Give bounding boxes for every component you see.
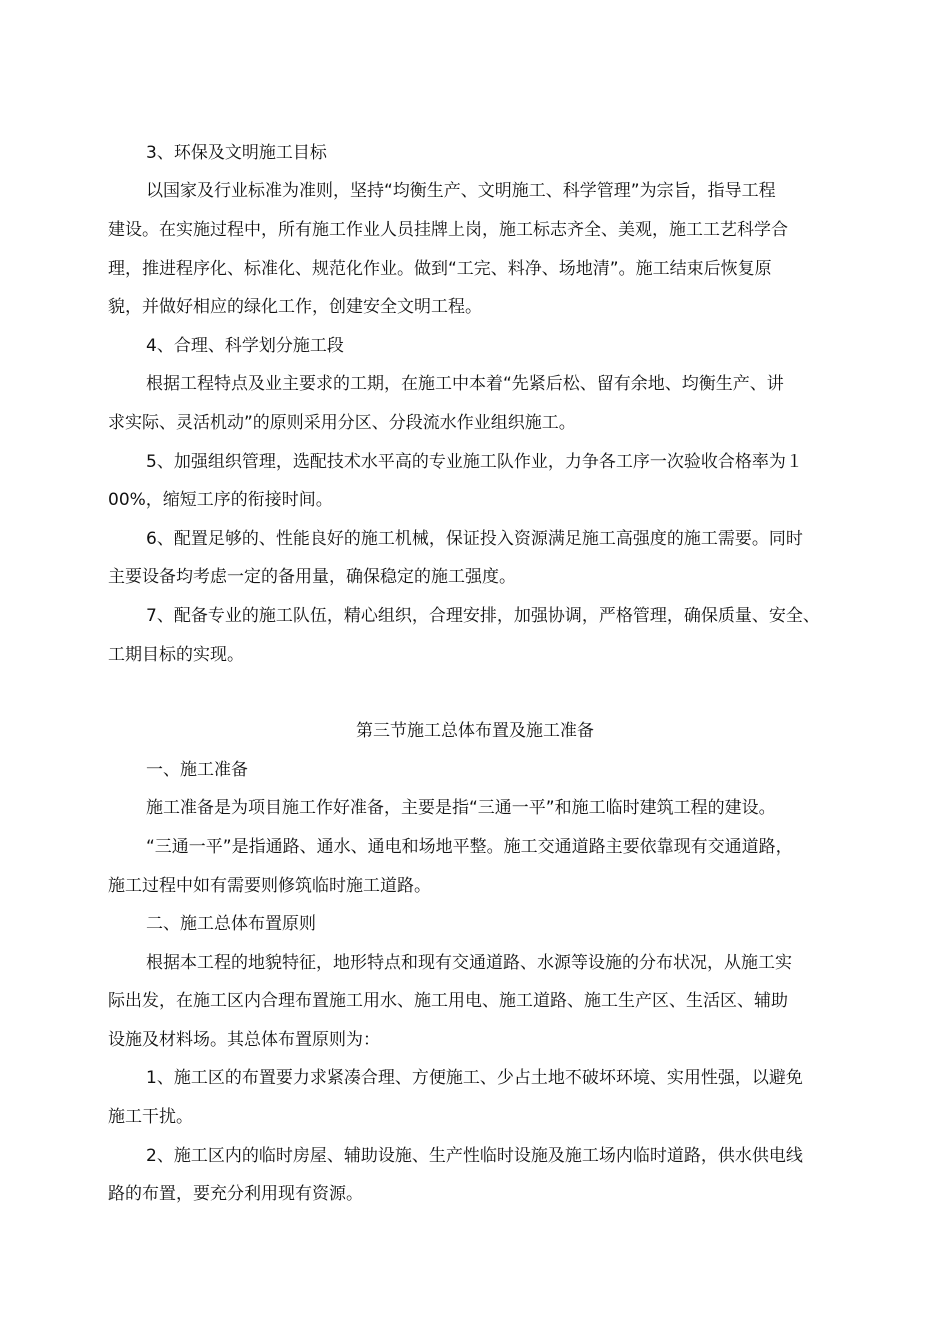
- heading-environmental-goals: 3、环保及文明施工目标: [146, 143, 327, 163]
- paragraph-line: 以国家及行业标准为准则，坚持“均衡生产、文明施工、科学管理”为宗旨，指导工程: [146, 181, 776, 201]
- heading-layout-principles: 二、施工总体布置原则: [146, 914, 316, 934]
- paragraph-line: 根据工程特点及业主要求的工期，在施工中本着“先紧后松、留有余地、均衡生产、讲: [146, 374, 784, 394]
- paragraph-line: 建设。在实施过程中，所有施工作业人员挂牌上岗，施工标志齐全、美观，施工工艺科学合: [108, 220, 788, 240]
- paragraph-line: 施工准备是为项目施工作好准备，主要是指“三通一平”和施工临时建筑工程的建设。: [146, 798, 776, 818]
- heading-construction-preparation: 一、施工准备: [146, 760, 248, 780]
- paragraph-line: 施工干扰。: [108, 1107, 193, 1127]
- paragraph-line: 7、配备专业的施工队伍，精心组织，合理安排，加强协调，严格管理，确保质量、安全、: [146, 606, 820, 626]
- paragraph-line: 施工过程中如有需要则修筑临时施工道路。: [108, 876, 431, 896]
- paragraph-line: 主要设备均考虑一定的备用量，确保稳定的施工强度。: [108, 567, 516, 587]
- paragraph-line: 工期目标的实现。: [108, 645, 244, 665]
- paragraph-line: 路的布置，要充分利用现有资源。: [108, 1184, 363, 1204]
- paragraph-line: 根据本工程的地貌特征，地形特点和现有交通道路、水源等设施的分布状况，从施工实: [146, 953, 792, 973]
- paragraph-line: 00%，缩短工序的衔接时间。: [108, 490, 333, 510]
- paragraph-line: 5、加强组织管理，选配技术水平高的专业施工队作业，力争各工序一次验收合格率为１: [146, 452, 803, 472]
- paragraph-line: 6、配置足够的、性能良好的施工机械，保证投入资源满足施工高强度的施工需要。同时: [146, 529, 803, 549]
- paragraph-line: 设施及材料场。其总体布置原则为：: [108, 1030, 380, 1050]
- paragraph-line: 求实际、灵活机动”的原则采用分区、分段流水作业组织施工。: [108, 413, 576, 433]
- paragraph-line: 1、施工区的布置要力求紧凑合理、方便施工、少占土地不破坏环境、实用性强，以避免: [146, 1068, 803, 1088]
- paragraph-line: 际出发，在施工区内合理布置施工用水、施工用电、施工道路、施工生产区、生活区、辅助: [108, 991, 788, 1011]
- paragraph-line: “三通一平”是指通路、通水、通电和场地平整。施工交通道路主要依靠现有交通道路，: [146, 837, 793, 857]
- paragraph-line: 2、施工区内的临时房屋、辅助设施、生产性临时设施及施工场内临时道路，供水供电线: [146, 1146, 803, 1166]
- paragraph-line: 貌，并做好相应的绿化工作，创建安全文明工程。: [108, 297, 482, 317]
- heading-construction-sections: 4、合理、科学划分施工段: [146, 336, 344, 356]
- paragraph-line: 理，推进程序化、标准化、规范化作业。做到“工完、料净、场地清”。施工结束后恢复原: [108, 259, 772, 279]
- section-title: 第三节施工总体布置及施工准备: [356, 721, 594, 741]
